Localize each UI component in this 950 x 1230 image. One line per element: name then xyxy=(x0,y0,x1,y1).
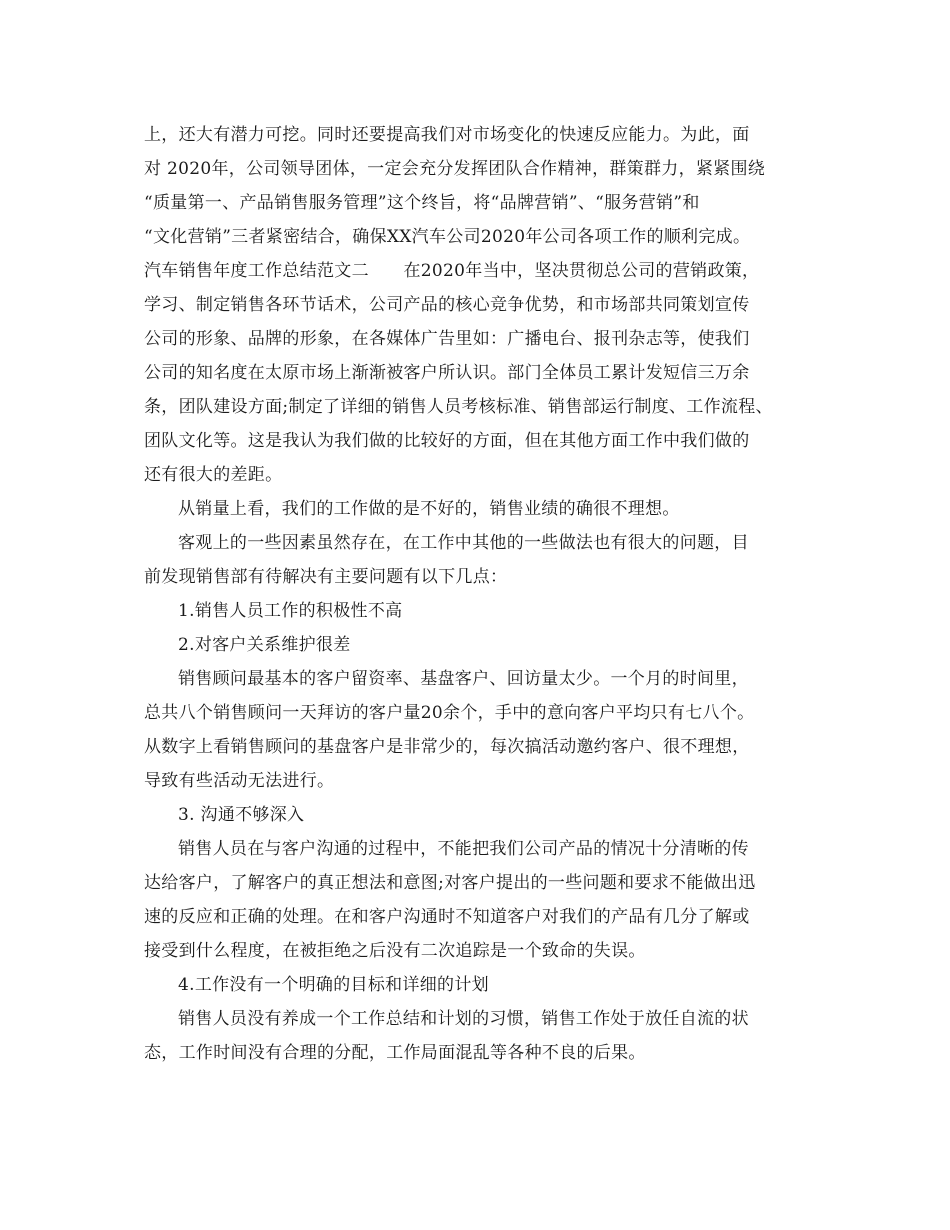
text-line: 导致有些活动无法进行。 xyxy=(144,771,335,791)
text-line: 达给客户，了解客户的真正想法和意图;对客户提出的一些问题和要求不能做出迅 xyxy=(144,873,756,893)
text-line: 速的反应和正确的处理。在和客户沟通时不知道客户对我们的产品有几分了解或 xyxy=(144,907,750,927)
text-line: 1.销售人员工作的积极性不高 xyxy=(178,601,403,621)
text-line: 接受到什么程度，在被拒绝之后没有二次追踪是一个致命的失误。 xyxy=(144,941,646,961)
text-line: 客观上的一些因素虽然存在，在工作中其他的一些做法也有很大的问题，目 xyxy=(178,533,749,553)
text-line: 总共八个销售顾问一天拜访的客户量20余个，手中的意向客户平均只有七八个。 xyxy=(144,703,755,723)
text-line: 销售顾问最基本的客户留资率、基盘客户、回访量太少。一个月的时间里， xyxy=(178,669,749,689)
text-line: 从销量上看，我们的工作做的是不好的，销售业绩的确很不理想。 xyxy=(178,499,680,519)
text-line: 公司的知名度在太原市场上渐渐被客户所认识。部门全体员工累计发短信三万余 xyxy=(144,363,750,383)
text-line: 4.工作没有一个明确的目标和详细的计划 xyxy=(178,975,489,995)
text-line: 对 2020年，公司领导团体，一定会充分发挥团队合作精神，群策群力，紧紧围绕 xyxy=(144,159,766,179)
text-line: 还有很大的差距。 xyxy=(144,465,283,485)
text-line: 汽车销售年度工作总结范文二 在2020年当中，坚决贯彻总公司的营销政策， xyxy=(144,261,760,281)
text-line: 2.对客户关系维护很差 xyxy=(178,635,351,655)
text-line: 态，工作时间没有合理的分配，工作局面混乱等各种不良的后果。 xyxy=(144,1043,646,1063)
text-line: 条，团队建设方面;制定了详细的销售人员考核标准、销售部运行制度、工作流程、 xyxy=(144,397,773,417)
text-line: 团队文化等。这是我认为我们做的比较好的方面，但在其他方面工作中我们做的 xyxy=(144,431,750,451)
text-line: 前发现销售部有待解决有主要问题有以下几点： xyxy=(144,567,508,587)
text-line: 从数字上看销售顾问的基盘客户是非常少的，每次搞活动邀约客户、很不理想， xyxy=(144,737,750,757)
document-body xyxy=(144,118,834,1070)
text-line: 公司的形象、品牌的形象，在各媒体广告里如：广播电台、报刊杂志等，使我们 xyxy=(144,329,750,349)
text-line: “文化营销”三者紧密结合，确保XX汽车公司2020年公司各项工作的顺利完成。 xyxy=(144,227,751,247)
text-line: 上，还大有潜力可挖。同时还要提高我们对市场变化的快速反应能力。为此，面 xyxy=(144,125,750,145)
text-line: 销售人员在与客户沟通的过程中，不能把我们公司产品的情况十分清晰的传 xyxy=(178,839,749,859)
text-line: 销售人员没有养成一个工作总结和计划的习惯，销售工作处于放任自流的状 xyxy=(178,1009,749,1029)
text-line: “质量第一、产品销售服务管理”这个终旨，将“品牌营销”、“服务营销”和 xyxy=(144,193,700,213)
text-line: 3. 沟通不够深入 xyxy=(178,805,305,825)
text-line: 学习、制定销售各环节话术，公司产品的核心竞争优势，和市场部共同策划宣传 xyxy=(144,295,750,315)
